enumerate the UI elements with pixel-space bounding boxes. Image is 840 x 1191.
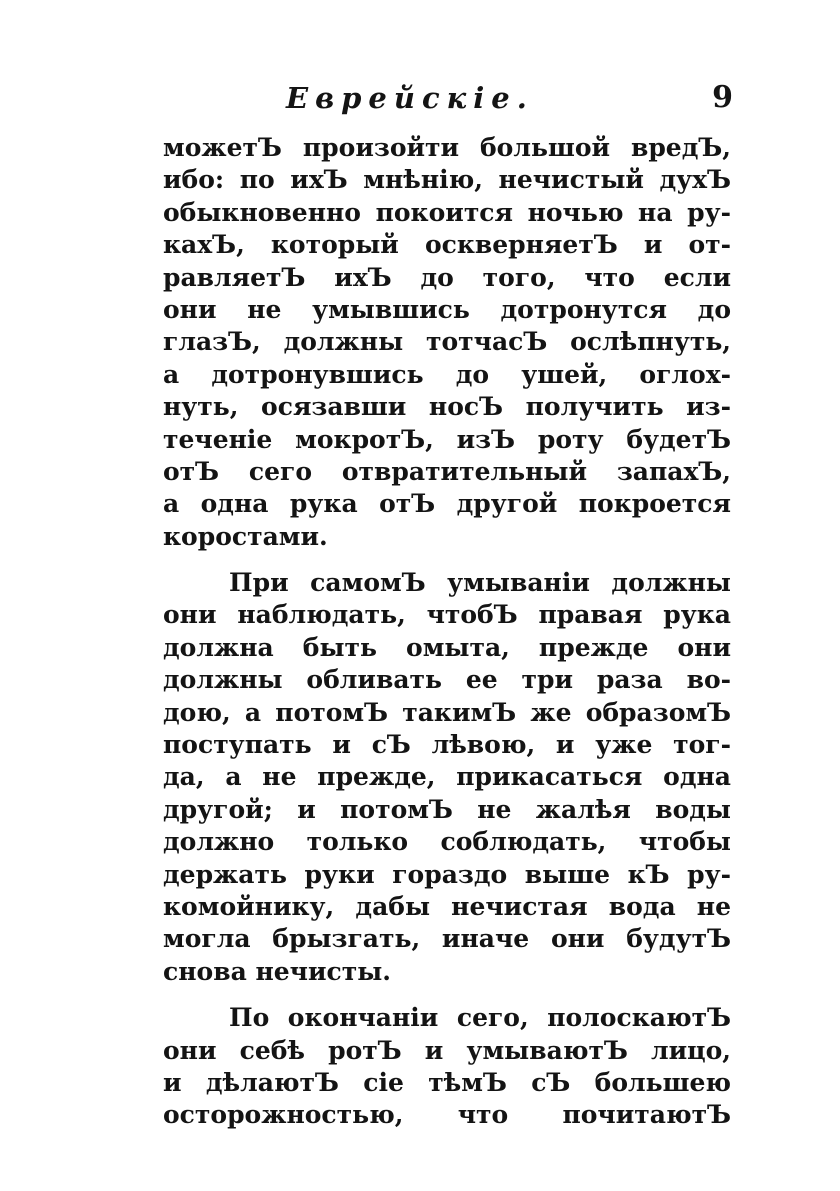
running-head [160,78,735,122]
text-line: ибо: по ихЪ мнѣнію, нечистый духЪ [163,165,731,195]
text-line: и дѣлаютЪ сіе тѣмЪ сЪ большею [163,1067,731,1097]
text-line: могла брызгать, иначе они будутЪ [163,924,731,954]
body-text [163,132,731,1132]
text-line: По окончаніи сего, полоскаютЪ [229,1003,731,1033]
text-line: а дотронувшись до ушей, оглох- [163,359,731,389]
text-line: комойнику, дабы нечистая вода не [163,891,731,921]
text-line: другой; и потомЪ не жалѣя воды [163,794,731,824]
text-line: держать руки гораздо выше кЪ ру- [163,859,731,889]
text-line: они себѣ ротЪ и умываютЪ лицо, [163,1035,731,1065]
text-line: обыкновенно покоится ночью на ру- [163,197,731,227]
text-line: кахЪ, который оскверняетЪ и от- [163,230,731,260]
text-line: теченіе мокротЪ, изЪ роту будетЪ [163,424,731,454]
text-line: должна быть омыта, прежде они [163,632,731,662]
text-line: они не умывшись дотронутся до [163,294,731,324]
running-title: Еврейскіе. [286,81,534,115]
paragraph-2 [163,567,731,988]
text-line: При самомЪ умываніи должны [229,568,731,598]
text-line: должно только соблюдать, чтобы [163,827,731,857]
text-line: отЪ сего отвратительный запахЪ, [163,456,731,486]
paragraph-gap [163,553,731,567]
text-line: дою, а потомЪ такимЪ же образомЪ [163,697,731,727]
text-line: а одна рука отЪ другой покроется [163,489,731,519]
text-line: осторожностью, что почитаютЪ [163,1100,731,1130]
text-line: поступать и сЪ лѣвою, и уже тог- [163,730,731,760]
text-line: можетЪ произойти большой вредЪ, [163,133,731,162]
text-line: должны обливать ее три раза во- [163,665,731,695]
text-line: нуть, осязавши носЪ получить из- [163,392,731,422]
text-line: снова нечисты. [163,956,391,986]
text-line: коростами. [163,521,328,551]
paragraph-gap [163,988,731,1002]
text-line: да, а не прежде, прикасаться одна [163,762,731,792]
paragraph-1 [163,132,731,553]
text-line: глазЪ, должны тотчасЪ ослѣпнуть, [163,327,731,357]
page-number: 9 [712,80,733,115]
text-line: равляетЪ ихЪ до того, что если [163,262,731,292]
text-line: они наблюдать, чтобЪ правая рука [163,600,731,630]
paragraph-3 [163,1002,731,1132]
